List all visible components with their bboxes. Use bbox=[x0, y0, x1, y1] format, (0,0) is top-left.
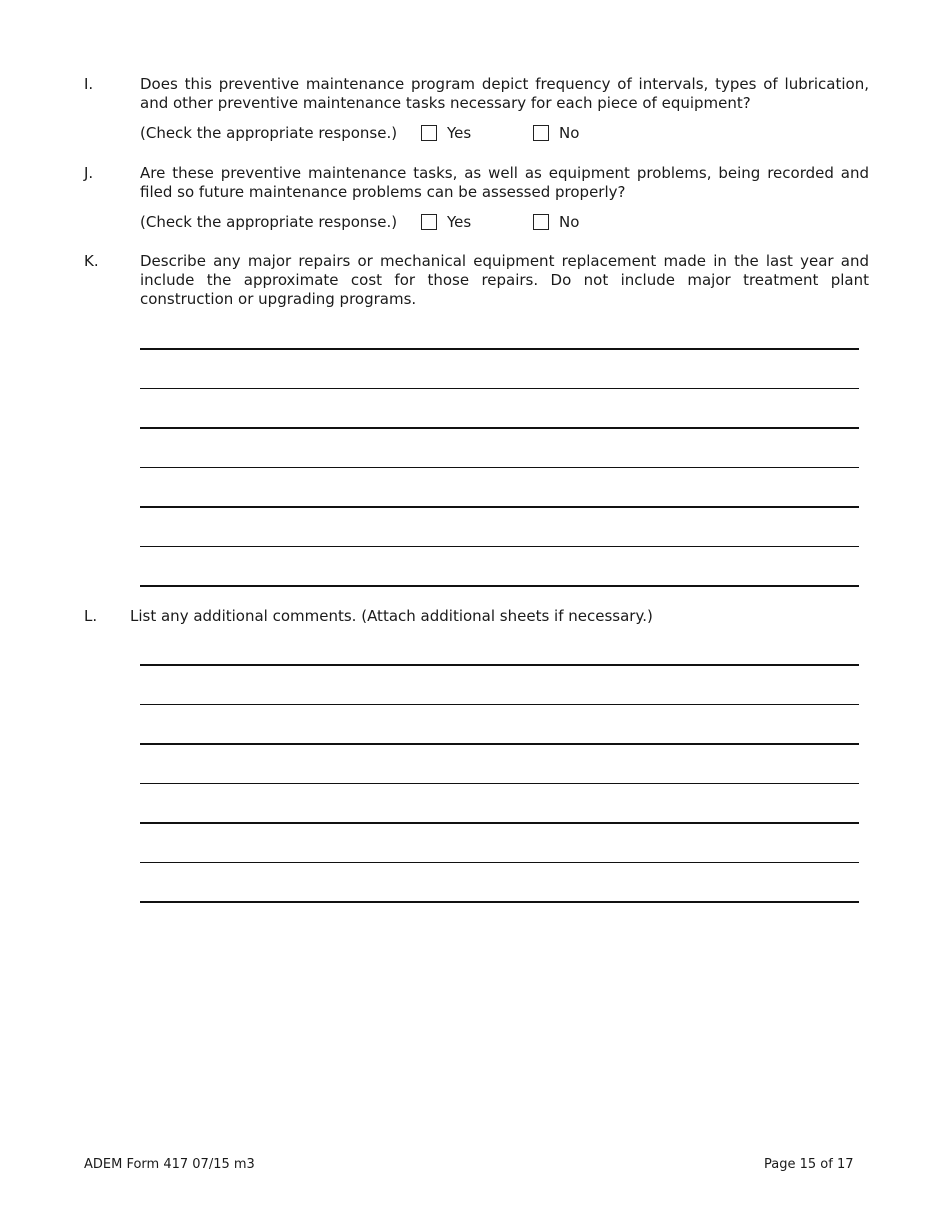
answer-k-line-5[interactable] bbox=[140, 506, 859, 508]
question-j-instruction: (Check the appropriate response.) bbox=[140, 213, 398, 231]
answer-k-line-4[interactable] bbox=[140, 467, 859, 468]
answer-k-line-3[interactable] bbox=[140, 427, 859, 429]
question-j-text: Are these preventive maintenance tasks, as well as equipment problems, being recorded and filed so future maintenance problems can be assessed properly? bbox=[140, 164, 869, 201]
question-j-yes-checkbox[interactable] bbox=[421, 214, 437, 230]
question-k-text: Describe any major repairs or mechanical equipment replacement made in the last year and include the approximate cost for those repairs. Do not include major treatment plant construction or upgrading programs. bbox=[140, 252, 869, 308]
answer-l-line-6[interactable] bbox=[140, 862, 859, 863]
question-l-text: List any additional comments. (Attach additional sheets if necessary.) bbox=[130, 607, 653, 625]
answer-l-line-2[interactable] bbox=[140, 704, 859, 705]
footer-form-id: ADEM Form 417 07/15 m3 bbox=[84, 1157, 255, 1172]
question-i-instruction: (Check the appropriate response.) bbox=[140, 124, 398, 142]
answer-k-line-2[interactable] bbox=[140, 388, 859, 389]
answer-k-line-1[interactable] bbox=[140, 348, 859, 350]
answer-l-line-7[interactable] bbox=[140, 901, 859, 903]
question-i-yes-label: Yes bbox=[447, 124, 472, 142]
question-i-yes-checkbox[interactable] bbox=[421, 125, 437, 141]
answer-k-line-7[interactable] bbox=[140, 585, 859, 587]
question-j-response-row bbox=[140, 212, 660, 232]
answer-k-line-6[interactable] bbox=[140, 546, 859, 547]
answer-l-line-4[interactable] bbox=[140, 783, 859, 784]
question-i-no-label: No bbox=[559, 124, 580, 142]
question-j-no-label: No bbox=[559, 213, 580, 231]
answer-l-line-5[interactable] bbox=[140, 822, 859, 824]
question-j-no-checkbox[interactable] bbox=[533, 214, 549, 230]
question-j-yes-label: Yes bbox=[447, 213, 472, 231]
question-i-response-row bbox=[140, 123, 660, 143]
footer-page-number: Page 15 of 17 bbox=[764, 1157, 854, 1172]
question-i-no-checkbox[interactable] bbox=[533, 125, 549, 141]
question-k-label: K. bbox=[84, 252, 99, 270]
question-l-label: L. bbox=[84, 607, 98, 625]
question-i-text: Does this preventive maintenance program depict frequency of intervals, types of lubrication, and other preventive maintenance tasks necessary for each piece of equipment? bbox=[140, 75, 869, 112]
answer-l-line-1[interactable] bbox=[140, 664, 859, 666]
question-i-label: I. bbox=[84, 75, 94, 93]
question-j-label: J. bbox=[84, 164, 94, 182]
answer-l-line-3[interactable] bbox=[140, 743, 859, 745]
